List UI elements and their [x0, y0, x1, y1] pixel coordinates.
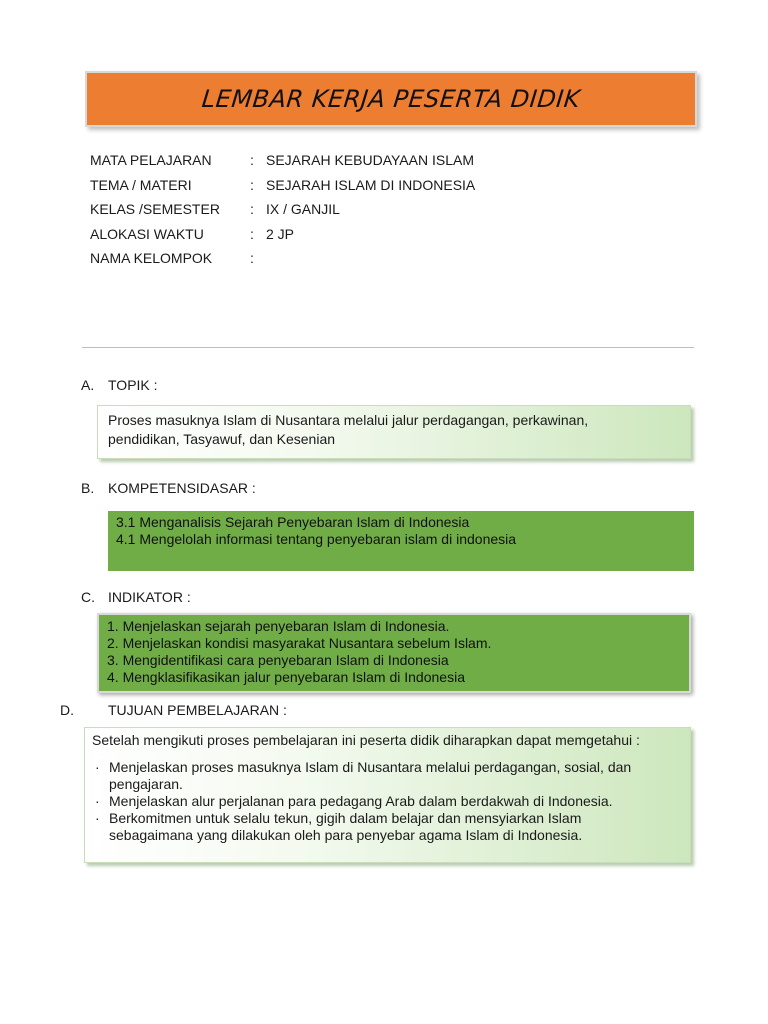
info-value: SEJARAH KEBUDAYAAN ISLAM [266, 152, 474, 169]
indicator-item: 2. Menjelaskan kondisi masyarakat Nusantara sebelum Islam. [107, 635, 492, 651]
page-title: LEMBAR KERJA PESERTA DIDIK [200, 85, 582, 113]
competency-line: 4.1 Mengelolah informasi tentang penyebaran islam di indonesia [116, 531, 517, 547]
title-banner [85, 71, 697, 127]
info-colon: : [250, 250, 254, 267]
competency-line: 3.1 Menganalisis Sejarah Penyebaran Islam di Indonesia [116, 514, 470, 530]
section-title: INDIKATOR : [108, 589, 191, 605]
objective-item [92, 759, 683, 793]
info-row-time [90, 222, 475, 247]
section-d-heading [60, 702, 287, 718]
indicator-box [97, 613, 691, 693]
section-title: KOMPETENSIDASAR : [108, 480, 256, 496]
learning-objectives-box [84, 727, 691, 863]
objective-item [92, 793, 683, 810]
section-letter: D. [60, 702, 74, 718]
objective-line: sebagaimana yang dilakukan oleh para penyebar agama Islam di Indonesia. [109, 827, 583, 843]
info-row-group [90, 246, 475, 271]
info-colon: : [250, 225, 254, 242]
competency-box [108, 511, 694, 571]
section-b-heading [81, 480, 256, 496]
bullet-icon: · [95, 793, 100, 809]
section-letter: B. [81, 480, 95, 496]
section-title: TUJUAN PEMBELAJARAN : [108, 702, 287, 718]
info-label: TEMA / MATERI [90, 176, 192, 193]
info-colon: : [250, 176, 254, 193]
info-value: 2 JP [266, 225, 295, 242]
info-value: SEJARAH ISLAM DI INDONESIA [266, 176, 476, 193]
info-label: KELAS /SEMESTER [90, 201, 220, 218]
objective-item [92, 810, 683, 844]
section-letter: C. [81, 589, 95, 605]
section-letter: A. [81, 377, 95, 393]
info-value: IX / GANJIL [266, 201, 340, 218]
topic-box [97, 405, 691, 459]
objective-line: pengajaran. [109, 776, 183, 792]
indicator-item: 1. Menjelaskan sejarah penyebaran Islam di Indonesia. [107, 618, 450, 634]
objectives-list [92, 759, 683, 844]
topic-line: Proses masuknya Islam di Nusantara melalui jalur perdagangan, perkawinan, [108, 412, 589, 428]
indicator-item: 4. Mengklasifikasikan jalur penyebaran Islam di Indonesia [107, 669, 465, 685]
topic-line: pendidikan, Tasyawuf, dan Kesenian [108, 431, 336, 447]
objectives-intro: Setelah mengikuti proses pembelajaran ini peserta didik diharapkan dapat memgetahui : [92, 732, 640, 748]
bullet-icon: · [95, 759, 100, 775]
info-row-class [90, 197, 475, 222]
section-a-heading [81, 377, 158, 393]
objective-line: Berkomitmen untuk selalu tekun, gigih dalam belajar dan mensyiarkan Islam [109, 810, 582, 826]
objective-line: Menjelaskan proses masuknya Islam di Nusantara melalui perdagangan, sosial, dan [109, 759, 632, 775]
info-row-subject [90, 148, 475, 173]
indicator-item: 3. Mengidentifikasi cara penyebaran Islam di Indonesia [107, 652, 449, 668]
info-label: ALOKASI WAKTU [90, 225, 204, 242]
info-colon: : [250, 201, 254, 218]
info-label: NAMA KELOMPOK [90, 250, 213, 267]
divider-line [82, 347, 694, 348]
section-title: TOPIK : [108, 377, 158, 393]
info-label: MATA PELAJARAN [90, 152, 212, 169]
bullet-icon: · [95, 810, 100, 826]
info-colon: : [250, 152, 254, 169]
info-row-theme [90, 173, 475, 198]
info-table [90, 148, 475, 271]
objective-line: Menjelaskan alur perjalanan para pedagang Arab dalam berdakwah di Indonesia. [109, 793, 613, 809]
section-c-heading [81, 589, 191, 605]
